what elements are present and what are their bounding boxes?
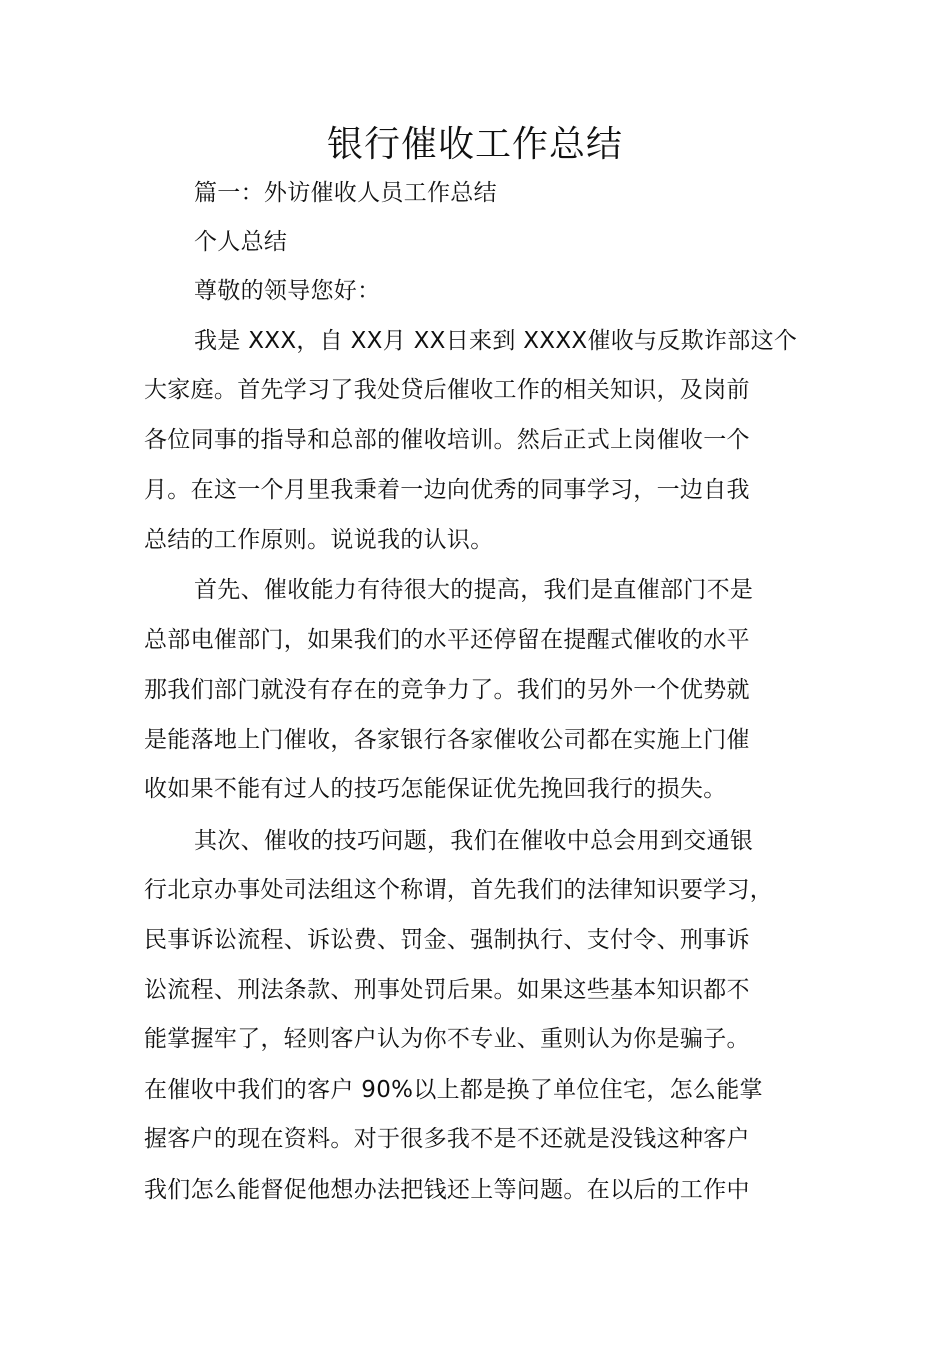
salutation: 尊敬的领导您好： <box>194 278 381 304</box>
paragraph-line: 月。在这一个月里我秉着一边向优秀的同事学习，一边自我 <box>144 477 750 503</box>
paragraph-line: 其次、催收的技巧问题，我们在催收中总会用到交通银 <box>194 828 754 854</box>
document-title: 银行催收工作总结 <box>326 124 623 165</box>
paragraph-line: 我们怎么能督促他想办法把钱还上等问题。在以后的工作中 <box>144 1177 750 1203</box>
section-heading: 篇一：外访催收人员工作总结 <box>194 180 497 206</box>
paragraph-line: 那我们部门就没有存在的竞争力了。我们的另外一个优势就 <box>144 677 750 703</box>
paragraph-line: 总部电催部门，如果我们的水平还停留在提醒式催收的水平 <box>144 627 750 653</box>
paragraph-line: 收如果不能有过人的技巧怎能保证优先挽回我行的损失。 <box>144 776 727 802</box>
paragraph-line: 我是 XXX，自 XX月 XX日来到 XXXX催收与反欺诈部这个 <box>194 328 798 354</box>
subheading: 个人总结 <box>194 229 288 255</box>
paragraph-line: 在催收中我们的客户 90%以上都是换了单位住宅，怎么能掌 <box>144 1077 763 1103</box>
paragraph-line: 行北京办事处司法组这个称谓，首先我们的法律知识要学习， <box>144 877 774 903</box>
paragraph-line: 民事诉讼流程、诉讼费、罚金、强制执行、支付令、刑事诉 <box>144 927 750 953</box>
paragraph-line: 握客户的现在资料。对于很多我不是不还就是没钱这种客户 <box>144 1126 750 1152</box>
paragraph-line: 大家庭。首先学习了我处贷后催收工作的相关知识，及岗前 <box>144 377 750 403</box>
paragraph-line: 讼流程、刑法条款、刑事处罚后果。如果这些基本知识都不 <box>144 977 750 1003</box>
paragraph-line: 总结的工作原则。说说我的认识。 <box>144 527 494 553</box>
paragraph-line: 是能落地上门催收，各家银行各家催收公司都在实施上门催 <box>144 727 750 753</box>
paragraph-line: 各位同事的指导和总部的催收培训。然后正式上岗催收一个 <box>144 427 750 453</box>
paragraph-line: 首先、催收能力有待很大的提高，我们是直催部门不是 <box>194 577 754 603</box>
paragraph-line: 能掌握牢了，轻则客户认为你不专业、重则认为你是骗子。 <box>144 1026 750 1052</box>
